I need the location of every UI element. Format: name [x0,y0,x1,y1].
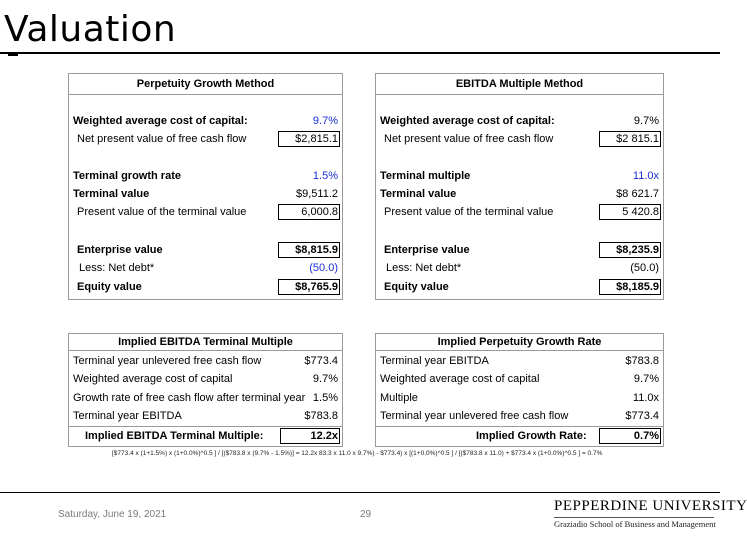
logo-name: PEPPERDINE UNIVERSITY [554,498,747,514]
row-label: Net present value of free cash flow [77,133,247,145]
row-value: $773.4 [304,355,338,367]
row-label: Equity value [77,281,142,293]
slide-title: Valuation [4,9,177,50]
row-label: Weighted average cost of capital [73,373,233,385]
row-label: Terminal value [73,188,150,200]
table-row [69,167,342,185]
implied-perpetuity-growth-panel [375,333,664,447]
row-label: Terminal growth rate [73,170,181,182]
row-label: Multiple [380,392,418,404]
row-label: Growth rate of free cash flow after terminal year [73,392,306,404]
row-label: Present value of the terminal value [77,206,247,218]
row-label: Terminal value [380,188,457,200]
row-label: Terminal year EBITDA [73,410,182,422]
row-value: $8,815.9 [295,244,338,256]
table-row [69,389,342,407]
table-row [376,241,663,259]
ebitda-multiple-panel [375,73,664,300]
table-row [376,112,663,130]
row-label: Terminal year unlevered free cash flow [73,355,262,367]
table-row [376,167,663,185]
row-label: Less: Net debt* [79,262,155,274]
table-row [69,259,342,277]
implied-ebitda-multiple-panel [68,333,343,447]
footer-date: Saturday, June 19, 2021 [58,509,167,520]
page-number: 29 [360,509,372,520]
row-label: Implied Growth Rate: [476,430,587,442]
table-row [69,130,342,148]
formula-footnote: [$773.4 x (1+1.5%) x (1+0.0%)^0.5 ] / [($783.8 x (9.7% - 1.5%)] = 12.2x 83.3 x 11.0 x 9.7%) - $773.4) x [(1+0.0%)^0.5 ] / [($783.8 x 11.0) + $773.4 x (1+0.0%)^0.5 ] = 0.7% [112,450,603,457]
table-row [376,352,663,370]
row-value: (50.0) [630,262,659,274]
table-row [376,185,663,203]
row-value: $8,765.9 [295,281,338,293]
row-value: 9.7% [633,373,659,385]
table-row [69,112,342,130]
row-label: Less: Net debt* [386,262,462,274]
row-value: 12.2x [310,430,338,442]
row-value: $8,235.9 [616,244,659,256]
title-rule [0,52,720,54]
row-value: $9,511.2 [295,188,338,200]
panel-title: Implied Perpetuity Growth Rate [376,334,663,351]
university-logo [554,498,747,534]
row-value: 1.5% [312,170,338,182]
panel-title: Perpetuity Growth Method [69,74,342,95]
panel-title: Implied EBITDA Terminal Multiple [69,334,342,351]
row-value: 0.7% [633,430,659,442]
table-row [376,130,663,148]
table-row [376,426,663,446]
row-value: 5 420.8 [622,206,659,218]
row-value: $783.8 [304,410,338,422]
row-label: Terminal year unlevered free cash flow [380,410,569,422]
row-label: Implied EBITDA Terminal Multiple: [85,430,264,442]
logo-subtitle: Graziadio School of Business and Management [554,519,716,529]
row-label: Equity value [384,281,449,293]
table-row [69,407,342,425]
row-label: Weighted average cost of capital: [73,115,248,127]
table-row [69,426,342,446]
table-row [69,278,342,296]
row-value: 11.0x [632,170,659,182]
row-label: Net present value of free cash flow [384,133,554,145]
row-value: 6,000.8 [301,206,338,218]
table-row [376,389,663,407]
row-value: $2,815.1 [295,133,338,145]
row-value: 9.7% [633,115,659,127]
logo-rule [554,517,714,518]
table-row [376,370,663,388]
table-row [69,203,342,221]
row-value: $8,185.9 [616,281,659,293]
row-label: Enterprise value [384,244,470,256]
table-row [376,407,663,425]
table-row [69,370,342,388]
row-label: Enterprise value [77,244,163,256]
row-label: Terminal multiple [380,170,471,182]
row-label: Terminal year EBITDA [380,355,489,367]
table-row [376,278,663,296]
row-value: 11.0x [632,392,659,404]
table-row [69,185,342,203]
row-value: $773.4 [625,410,659,422]
table-row [376,203,663,221]
row-value: 9.7% [312,373,338,385]
row-value: 1.5% [312,392,338,404]
table-row [69,352,342,370]
row-label: Present value of the terminal value [384,206,554,218]
title-rule-accent [8,52,18,56]
row-value: $2 815.1 [616,133,659,145]
row-value: $8 621.7 [616,188,659,200]
row-value: 9.7% [312,115,338,127]
row-label: Weighted average cost of capital [380,373,540,385]
row-label: Weighted average cost of capital: [380,115,555,127]
table-row [69,241,342,259]
table-row [376,259,663,277]
panel-title: EBITDA Multiple Method [376,74,663,95]
footer-rule [0,492,720,493]
row-value: $783.8 [625,355,659,367]
perpetuity-growth-panel [68,73,343,300]
row-value: (50.0) [309,262,338,274]
